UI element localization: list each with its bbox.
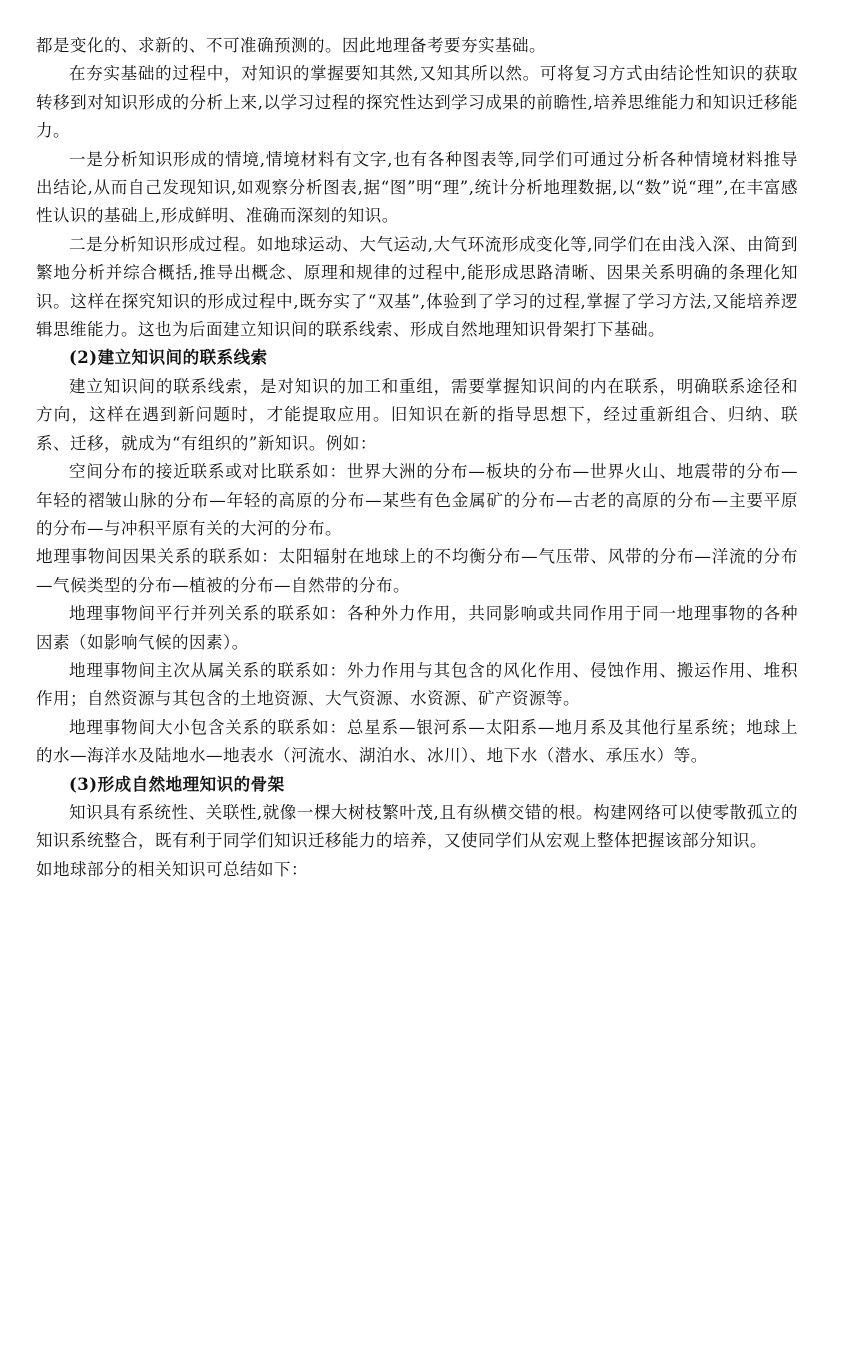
section-heading-2: (2)建立知识间的联系线索 bbox=[69, 348, 268, 368]
paragraph-analyze-context: 一是分析知识形成的情境,情境材料有文字,也有各种图表等,同学们可通过分析各种情境材料推导出结论,从而自己发现知识,如观察分析图表,据“图”明“理”,统计分析地理数据,以“数”说“理”,在丰富感性认识的基础上,形成鲜明、准确而深刻的知识。 bbox=[36, 149, 798, 226]
paragraph-knowledge-network: 知识具有系统性、关联性,就像一棵大树枝繁叶茂,且有纵横交错的根。构建网络可以使零散孤立的知识系统整合，既有利于同学们知识迁移能力的培养，又使同学们从宏观上整体把握该部分知识。 bbox=[36, 802, 798, 851]
paragraph-summary-lead: 如地球部分的相关知识可总结如下： bbox=[36, 859, 308, 879]
paragraph-inclusion-relation: 地理事物间大小包含关系的联系如：总星系—银河系—太阳系—地月系及其他行星系统；地球上的水—海洋水及陆地水—地表水（河流水、湖泊水、冰川）、地下水（潜水、承压水）等。 bbox=[36, 717, 798, 766]
paragraph-parallel-relation: 地理事物间平行并列关系的联系如：各种外力作用，共同影响或共同作用于同一地理事物的各种因素（如影响气候的因素）。 bbox=[36, 604, 798, 652]
paragraph-subordinate-relation: 地理事物间主次从属关系的联系如：外力作用与其包含的风化作用、侵蚀作用、搬运作用、堆积作用；自然资源与其包含的土地资源、大气资源、水资源、矿产资源等。 bbox=[36, 660, 798, 709]
paragraph-consolidate-basics: 在夯实基础的过程中，对知识的掌握要知其然,又知其所以然。可将复习方式由结论性知识的获取转移到对知识形成的分析上来,以学习过程的探究性达到学习成果的前瞻性,培养思维能力和知识迁移能力。 bbox=[36, 64, 798, 141]
section-heading-3: (3)形成自然地理知识的骨架 bbox=[69, 774, 285, 794]
paragraph-continuation: 都是变化的、求新的、不可准确预测的。因此地理备考要夯实基础。 bbox=[36, 36, 546, 55]
paragraph-causal-relation: 地理事物间因果关系的联系如：太阳辐射在地球上的不均衡分布—气压带、风带的分布—洋流的分布—气候类型的分布—植被的分布—自然带的分布。 bbox=[36, 547, 798, 595]
paragraph-analyze-process: 二是分析知识形成过程。如地球运动、大气运动,大气环流形成变化等,同学们在由浅入深、由简到繁地分析并综合概括,推导出概念、原理和规律的过程中,能形成思路清晰、因果关系明确的条理化知识。这样在探究知识的形成过程中,既夯实了“双基”,体验到了学习的过程,掌握了学习方法,又能培养逻辑思维能力。这也为后面建立知识间的联系线索、形成自然地理知识骨架打下基础。 bbox=[36, 234, 798, 340]
paragraph-spatial-distribution: 空间分布的接近联系或对比联系如：世界大洲的分布—板块的分布—世界火山、地震带的分布—年轻的褶皱山脉的分布—年轻的高原的分布—某些有色金属矿的分布—古老的高原的分布—主要平原的分布—与冲积平原有关的大河的分布。 bbox=[36, 462, 798, 538]
paragraph-connection-intro: 建立知识间的联系线索，是对知识的加工和重组，需要掌握知识间的内在联系，明确联系途径和方向，这样在遇到新问题时，才能提取应用。旧知识在新的指导思想下，经过重新组合、归纳、联系、迁移，就成为“有组织的”新知识。例如： bbox=[36, 376, 798, 453]
